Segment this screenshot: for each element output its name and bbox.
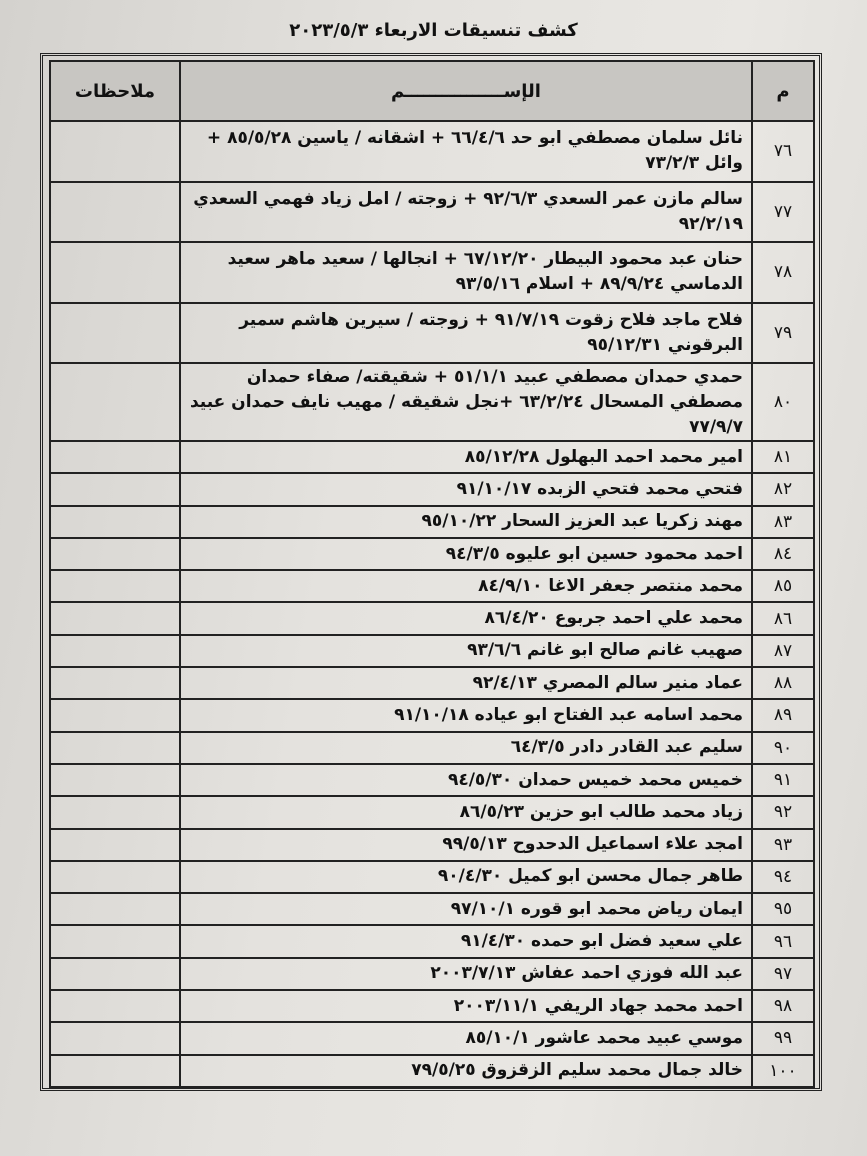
row-notes (50, 182, 180, 243)
table-row (50, 893, 814, 925)
row-notes (50, 506, 180, 538)
row-notes (50, 1055, 180, 1087)
row-number: ٨٧ (752, 635, 814, 667)
row-notes (50, 635, 180, 667)
table-row (50, 121, 814, 182)
table-row (50, 796, 814, 828)
table-body (50, 121, 814, 1087)
row-notes (50, 893, 180, 925)
row-number: ٩٠ (752, 732, 814, 764)
row-name: فتحي محمد فتحي الزبده ٩١/١٠/١٧ (180, 473, 752, 505)
table-row (50, 570, 814, 602)
table-row (50, 538, 814, 570)
row-notes (50, 602, 180, 634)
row-number: ٧٦ (752, 121, 814, 182)
table-row (50, 303, 814, 364)
row-name: محمد اسامه عبد الفتاح ابو عياده ٩١/١٠/١٨ (180, 699, 752, 731)
row-name: عماد منير سالم المصري ٩٢/٤/١٣ (180, 667, 752, 699)
row-notes (50, 829, 180, 861)
table-row (50, 182, 814, 243)
row-name: خالد جمال محمد سليم الزقزوق ٧٩/٥/٢٥ (180, 1055, 752, 1087)
row-name: احمد محمد جهاد الريفي ٢٠٠٣/١١/١ (180, 990, 752, 1022)
row-number: ٨٨ (752, 667, 814, 699)
row-name: طاهر جمال محسن ابو كميل ٩٠/٤/٣٠ (180, 861, 752, 893)
row-notes (50, 441, 180, 473)
row-name: سليم عبد القادر دادر ٦٤/٣/٥ (180, 732, 752, 764)
row-name: عبد الله فوزي احمد عفاش ٢٠٠٣/٧/١٣ (180, 958, 752, 990)
row-number: ٩٦ (752, 925, 814, 957)
row-notes (50, 570, 180, 602)
row-name: صهيب غانم صالح ابو غانم ٩٣/٦/٦ (180, 635, 752, 667)
row-number: ٩٧ (752, 958, 814, 990)
row-number: ٧٩ (752, 303, 814, 364)
row-name: علي سعيد فضل ابو حمده ٩١/٤/٣٠ (180, 925, 752, 957)
table-row (50, 861, 814, 893)
table-row (50, 958, 814, 990)
row-name: خميس محمد خميس حمدان ٩٤/٥/٣٠ (180, 764, 752, 796)
row-number: ١٠٠ (752, 1055, 814, 1087)
table-header-row (50, 61, 814, 121)
table-row (50, 363, 814, 441)
table-row (50, 1022, 814, 1054)
row-notes (50, 667, 180, 699)
table-row (50, 1055, 814, 1087)
table-row (50, 829, 814, 861)
table-row (50, 635, 814, 667)
row-notes (50, 1022, 180, 1054)
table-row (50, 441, 814, 473)
row-number: ٨١ (752, 441, 814, 473)
table-row (50, 732, 814, 764)
row-name: محمد علي احمد جربوع ٨٦/٤/٢٠ (180, 602, 752, 634)
row-notes (50, 473, 180, 505)
row-number: ٩١ (752, 764, 814, 796)
row-name: نائل سلمان مصطفي ابو حد ٦٦/٤/٦ + اشقانه / ياسين ٨٥/٥/٢٨ + وائل ٧٣/٢/٣ (180, 121, 752, 182)
row-name: سالم مازن عمر السعدي ٩٢/٦/٣ + زوجته / امل زياد فهمي السعدي ٩٢/٢/١٩ (180, 182, 752, 243)
row-name: مهند زكريا عبد العزيز السحار ٩٥/١٠/٢٢ (180, 506, 752, 538)
row-notes (50, 303, 180, 364)
row-number: ٩٢ (752, 796, 814, 828)
table-row (50, 990, 814, 1022)
header-number: م (752, 61, 814, 121)
row-number: ٨٣ (752, 506, 814, 538)
row-name: موسي عبيد محمد عاشور ٨٥/١٠/١ (180, 1022, 752, 1054)
table-row (50, 764, 814, 796)
table-row (50, 602, 814, 634)
table-row (50, 925, 814, 957)
row-number: ٨٤ (752, 538, 814, 570)
table-row (50, 242, 814, 303)
row-name: زياد محمد طالب ابو حزين ٨٦/٥/٢٣ (180, 796, 752, 828)
row-number: ٨٢ (752, 473, 814, 505)
header-notes: ملاحظات (50, 61, 180, 121)
row-notes (50, 861, 180, 893)
row-name: محمد منتصر جعفر الاغا ٨٤/٩/١٠ (180, 570, 752, 602)
row-name: امجد علاء اسماعيل الدحدوح ٩٩/٥/١٣ (180, 829, 752, 861)
row-notes (50, 796, 180, 828)
row-notes (50, 958, 180, 990)
row-notes (50, 538, 180, 570)
row-number: ٨٠ (752, 363, 814, 441)
row-number: ٧٧ (752, 182, 814, 243)
table-row (50, 667, 814, 699)
table-frame (40, 53, 822, 1091)
row-name: احمد محمود حسين ابو عليوه ٩٤/٣/٥ (180, 538, 752, 570)
document-title: كشف تنسيقات الاربعاء ٢٠٢٣/٥/٣ (289, 20, 578, 41)
row-notes (50, 990, 180, 1022)
table-row (50, 473, 814, 505)
row-number: ٩٥ (752, 893, 814, 925)
row-notes (50, 699, 180, 731)
row-number: ٩٣ (752, 829, 814, 861)
row-name: امير محمد احمد البهلول ٨٥/١٢/٢٨ (180, 441, 752, 473)
row-number: ٩٨ (752, 990, 814, 1022)
row-notes (50, 242, 180, 303)
row-name: ايمان رياض محمد ابو قوره ٩٧/١٠/١ (180, 893, 752, 925)
row-notes (50, 732, 180, 764)
row-number: ٨٦ (752, 602, 814, 634)
row-number: ٩٤ (752, 861, 814, 893)
row-name: فلاح ماجد فلاح زقوت ٩١/٧/١٩ + زوجته / سيرين هاشم سمير البرقوني ٩٥/١٢/٣١ (180, 303, 752, 364)
table-row (50, 506, 814, 538)
row-notes (50, 363, 180, 441)
row-name: حمدي حمدان مصطفي عبيد ٥١/١/١ + شقيقته/ صفاء حمدان مصطفي المسحال ٦٣/٢/٢٤ +نجل شقيقه / مهيب نايف حمدان عبيد ٧٧/٩/٧ (180, 363, 752, 441)
row-notes (50, 925, 180, 957)
names-table (49, 60, 815, 1088)
row-name: حنان عبد محمود البيطار ٦٧/١٢/٢٠ + انجالها / سعيد ماهر سعيد الدماسي ٨٩/٩/٢٤ + اسلام ٩٣/٥/١٦ (180, 242, 752, 303)
header-name-label: الإســــــــــــــــم (391, 80, 541, 102)
row-number: ٨٩ (752, 699, 814, 731)
table-row (50, 699, 814, 731)
row-number: ٨٥ (752, 570, 814, 602)
row-notes (50, 764, 180, 796)
row-notes (50, 121, 180, 182)
row-number: ٧٨ (752, 242, 814, 303)
header-name (180, 61, 752, 121)
row-number: ٩٩ (752, 1022, 814, 1054)
